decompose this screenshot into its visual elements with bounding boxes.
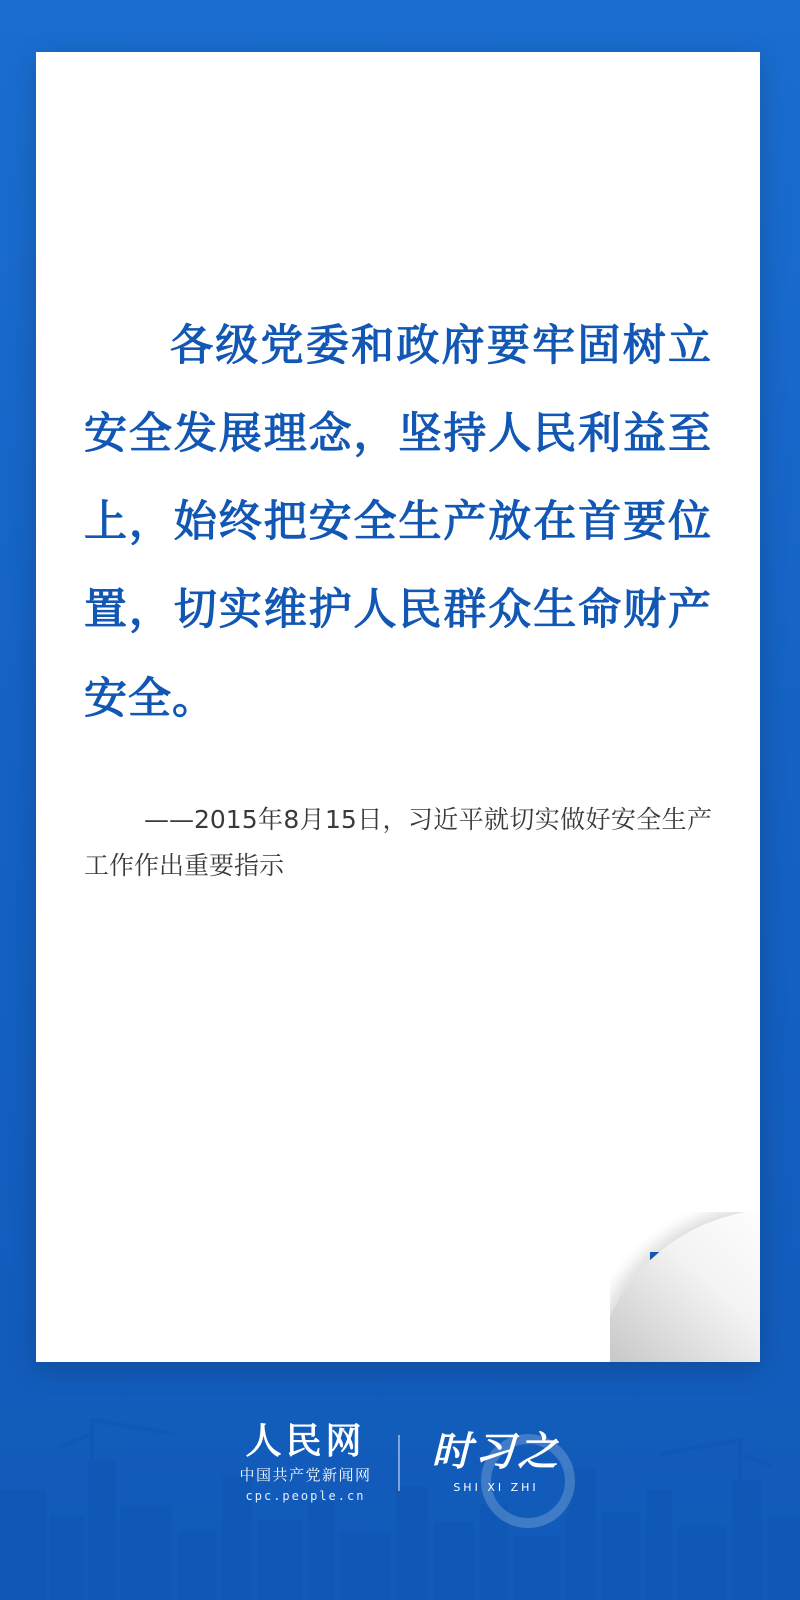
brand-primary-name: 人民网 bbox=[245, 1420, 366, 1462]
brand-divider bbox=[398, 1435, 400, 1491]
brand-shixizhi bbox=[426, 1428, 561, 1494]
brand-primary-subtitle: 中国共产党新闻网 bbox=[239, 1466, 372, 1484]
brand-peoples-daily bbox=[239, 1420, 372, 1503]
footer-branding bbox=[0, 1420, 800, 1503]
brand-secondary-name: 时习之 bbox=[431, 1428, 561, 1475]
quote-card-content bbox=[36, 52, 760, 1362]
quote-card bbox=[36, 52, 760, 1362]
brand-secondary-pinyin: SHI XI ZHI bbox=[453, 1481, 539, 1494]
brand-primary-url: cpc.people.cn bbox=[245, 1489, 366, 1503]
quote-attribution: ——2015年8月15日，习近平就切实做好安全生产工作作出重要指示 bbox=[84, 804, 712, 880]
quote-text: 各级党委和政府要牢固树立安全发展理念，坚持人民利益至上，始终把安全生产放在首要位置，切实维护人民群众生命财产安全。 bbox=[84, 321, 712, 724]
page-curl-icon bbox=[610, 1212, 760, 1362]
